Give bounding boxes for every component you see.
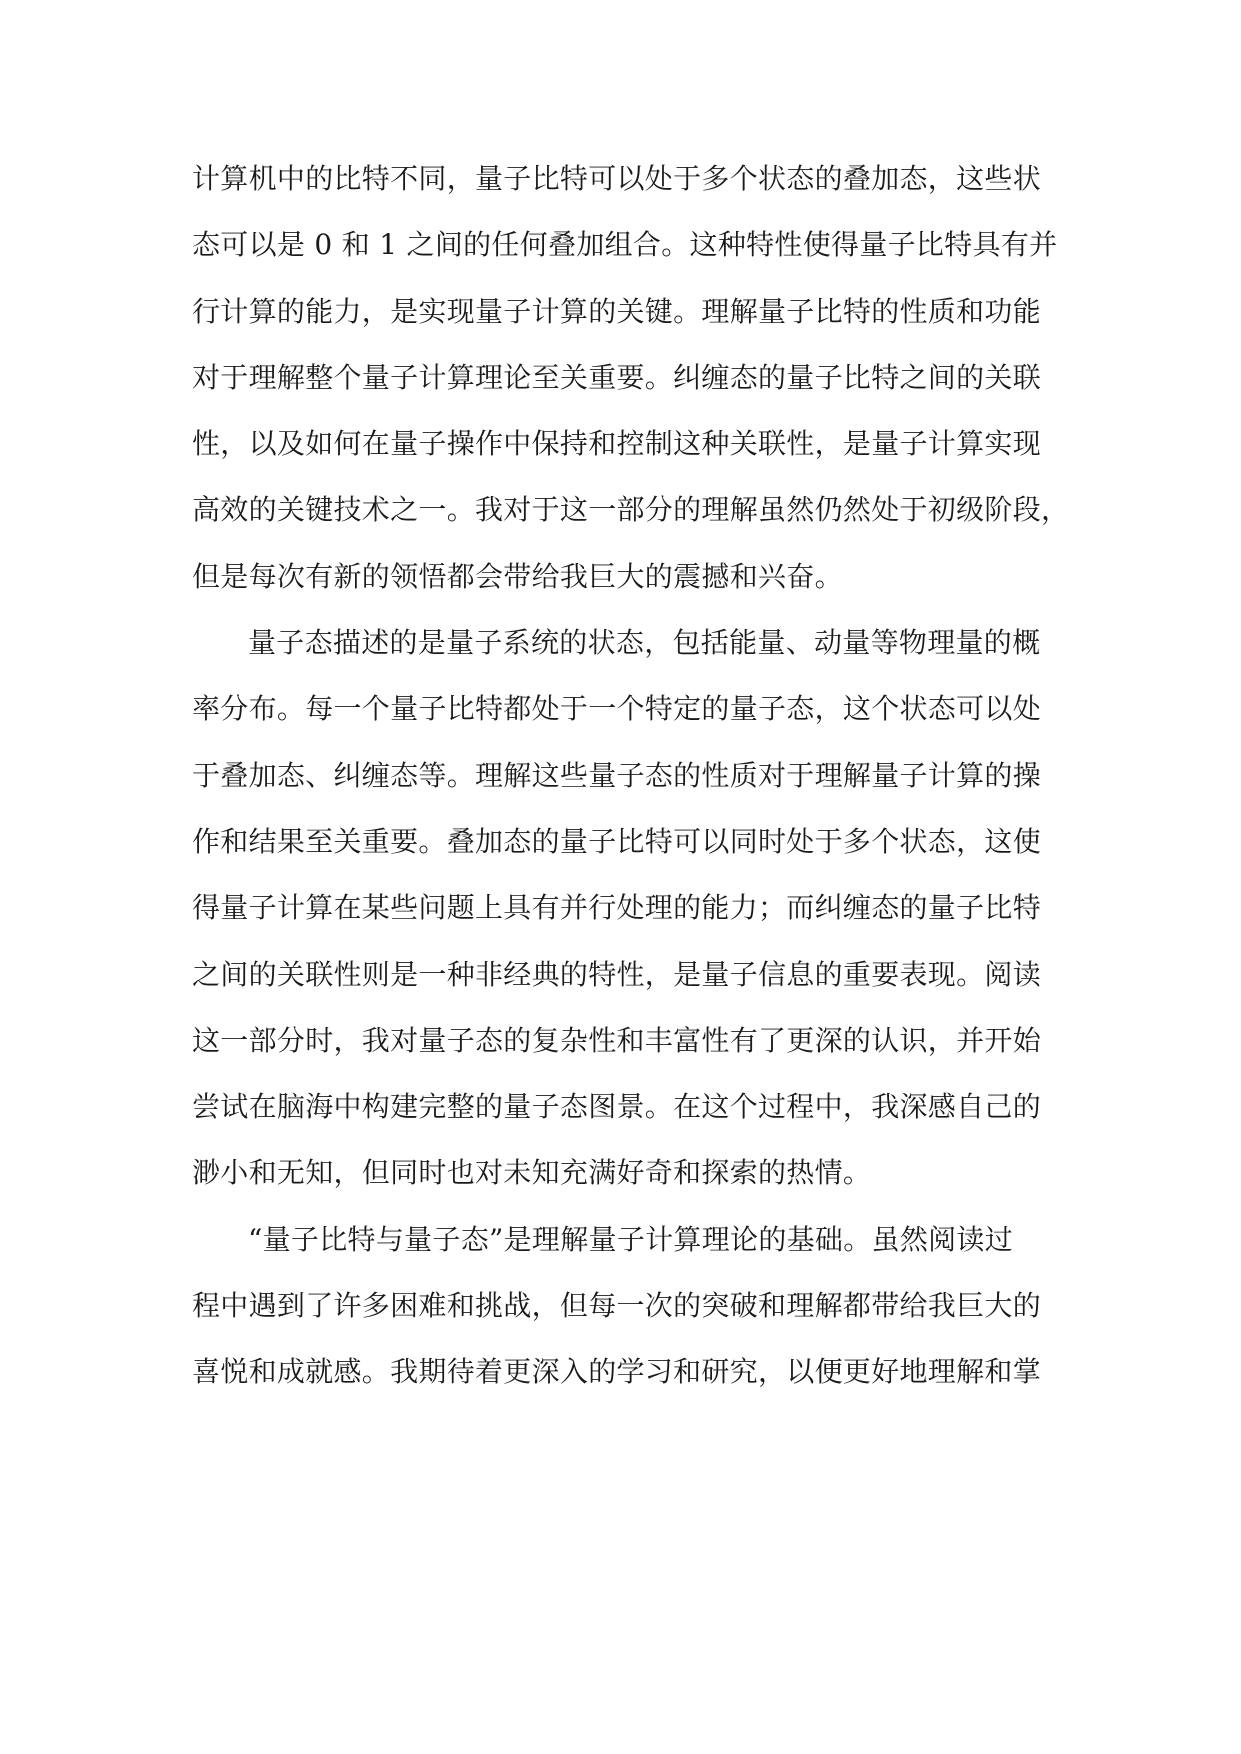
text-line: 渺小和无知，但同时也对未知充满好奇和探索的热情。 (192, 1156, 872, 1190)
paragraph-1 (192, 146, 1070, 610)
text-line: 量子态描述的是量子系统的状态，包括能量、动量等物理量的概 (248, 626, 1041, 660)
paragraph-3 (192, 1207, 1054, 1406)
text-line: 计算机中的比特不同，量子比特可以处于多个状态的叠加态，这些状 (192, 162, 1042, 195)
text-line: 行计算的能力，是实现量子计算的关键。理解量子比特的性质和功能 (192, 294, 1042, 328)
paragraph-2 (192, 610, 1054, 1207)
text-line: 这一部分时，我对量子态的复杂性和丰富性有了更深的认识，并开始 (192, 1023, 1042, 1057)
text-line: 对于理解整个量子计算理论至关重要。纠缠态的量子比特之间的关联 (192, 360, 1042, 394)
text-line: 之间的关联性则是一种非经典的特性，是量子信息的重要表现。阅读 (192, 957, 1042, 991)
text-line: 于叠加态、纠缠态等。理解这些量子态的性质对于理解量子计算的操 (192, 758, 1042, 792)
text-line: “量子比特与量子态”是理解量子计算理论的基础。虽然阅读过 (248, 1222, 1014, 1256)
text-line: 程中遇到了许多困难和挑战，但每一次的突破和理解都带给我巨大的 (192, 1289, 1042, 1323)
text-line: 性，以及如何在量子操作中保持和控制这种关联性，是量子计算实现 (192, 427, 1042, 461)
text-line: 但是每次有新的领悟都会带给我巨大的震撼和兴奋。 (192, 559, 843, 593)
text-line: 喜悦和成就感。我期待着更深入的学习和研究，以便更好地理解和掌 (192, 1355, 1042, 1389)
text-line: 态可以是 0 和 1 之间的任何叠加组合。这种特性使得量子比特具有并 (192, 228, 1058, 262)
text-line: 得量子计算在某些问题上具有并行处理的能力；而纠缠态的量子比特 (192, 891, 1042, 925)
text-line: 率分布。每一个量子比特都处于一个特定的量子态，这个状态可以处 (192, 692, 1042, 726)
body-text (192, 146, 1070, 1406)
text-line: 尝试在脑海中构建完整的量子态图景。在这个过程中，我深感自己的 (192, 1090, 1042, 1124)
text-line: 高效的关键技术之一。我对于这一部分的理解虽然仍然处于初级阶段， (192, 493, 1070, 527)
text-line: 作和结果至关重要。叠加态的量子比特可以同时处于多个状态，这使 (192, 824, 1042, 858)
